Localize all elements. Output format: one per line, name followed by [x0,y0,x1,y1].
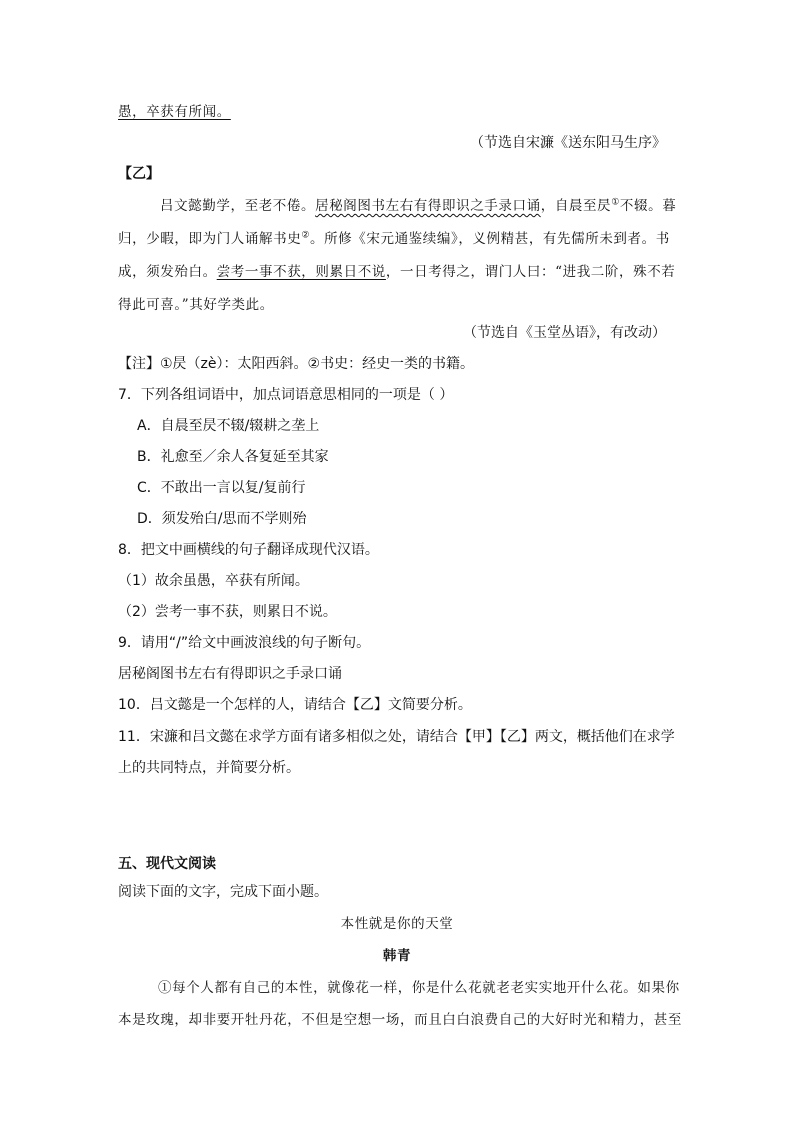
q7-option-d: D．须发殆白/思而不学则殆 [137,511,307,527]
footnote-mark: ① [611,197,620,208]
question-7: 7．下列各组词语中，加点词语意思相同的一项是（ ） [118,387,454,403]
yi-text: 吕文懿勤学，至老不倦。 [160,198,316,214]
yi-label: 【乙】 [118,166,160,182]
wavy-underlined-sentence: 居秘阁图书左右有得即识之手录口诵 [315,198,541,214]
yi-text: 成，须发殆白。 [118,264,217,280]
yi-paragraph-line-4: 得此可喜。”其好学类此。 [118,297,274,313]
yi-paragraph-line-1 [160,196,676,216]
article-paragraph-line-1: ①每个人都有自己的本性，就像花一样，你是什么花就老老实实地开什么花。如果你 [158,980,680,996]
yi-paragraph-line-3 [118,262,675,282]
yi-text: 。所修《宋元通鉴续编》，义例精甚，有先儒所未到者。书 [309,231,670,247]
jia-source: （节选自宋濂《送东阳马生序》 [470,135,666,151]
yi-text: ，自晨至昃 [540,198,612,214]
article-author: 韩青 [382,948,412,964]
q7-option-c: C．不敢出一言以复/复前行 [137,480,306,496]
article-title: 本性就是你的天堂 [340,916,454,932]
question-9: 9．请用“/”给文中画波浪线的句子断句。 [118,635,371,651]
q8-item-2: （2）尝考一事不获，则累日不说。 [118,604,337,620]
yi-source: （节选自《玉堂丛语》，有改动） [463,325,666,341]
yi-text: 归，少暇，即为门人诵解书史 [118,231,302,247]
question-11-line-2: 上的共同特点，并简要分析。 [118,760,300,776]
q7-option-b: B．礼愈至／余人各复延至其家 [137,449,329,465]
yi-text: ，一日考得之，谓门人曰：“进我二阶，殊不若 [385,264,676,280]
footnote-mark: ② [301,230,310,241]
question-8: 8．把文中画横线的句子翻译成现代汉语。 [118,542,379,558]
q8-item-1: （1）故余虽愚，卒获有所闻。 [118,573,309,589]
section-heading: 五、现代文阅读 [118,856,216,872]
footnote: 【注】①昃（zè）：太阳西斜。②书史：经史一类的书籍。 [118,356,475,372]
article-paragraph-line-2: 本是玫瑰，却非要开牡丹花，不但是空想一场，而且白白浪费自己的大好时光和精力，甚至 [118,1012,682,1028]
jia-tail-line [118,102,231,122]
yi-text: 不辍。暮 [619,198,677,214]
jia-underlined-sentence-end: 愚，卒获有所闻。 [118,104,231,120]
underlined-sentence: 尝考一事不获，则累日不说 [216,264,386,280]
question-10: 10．吕文懿是一个怎样的人，请结合【乙】文简要分析。 [118,697,472,713]
q9-sentence: 居秘阁图书左右有得即识之手录口诵 [118,666,342,682]
yi-paragraph-line-2 [118,229,670,249]
q7-option-a: A．自晨至昃不辍/辍耕之垄上 [137,418,320,434]
question-11-line-1: 11．宋濂和吕文懿在求学方面有诸多相似之处，请结合【甲】【乙】两文，概括他们在求学 [118,729,675,745]
section-instruction: 阅读下面的文字，完成下面小题。 [118,884,328,900]
